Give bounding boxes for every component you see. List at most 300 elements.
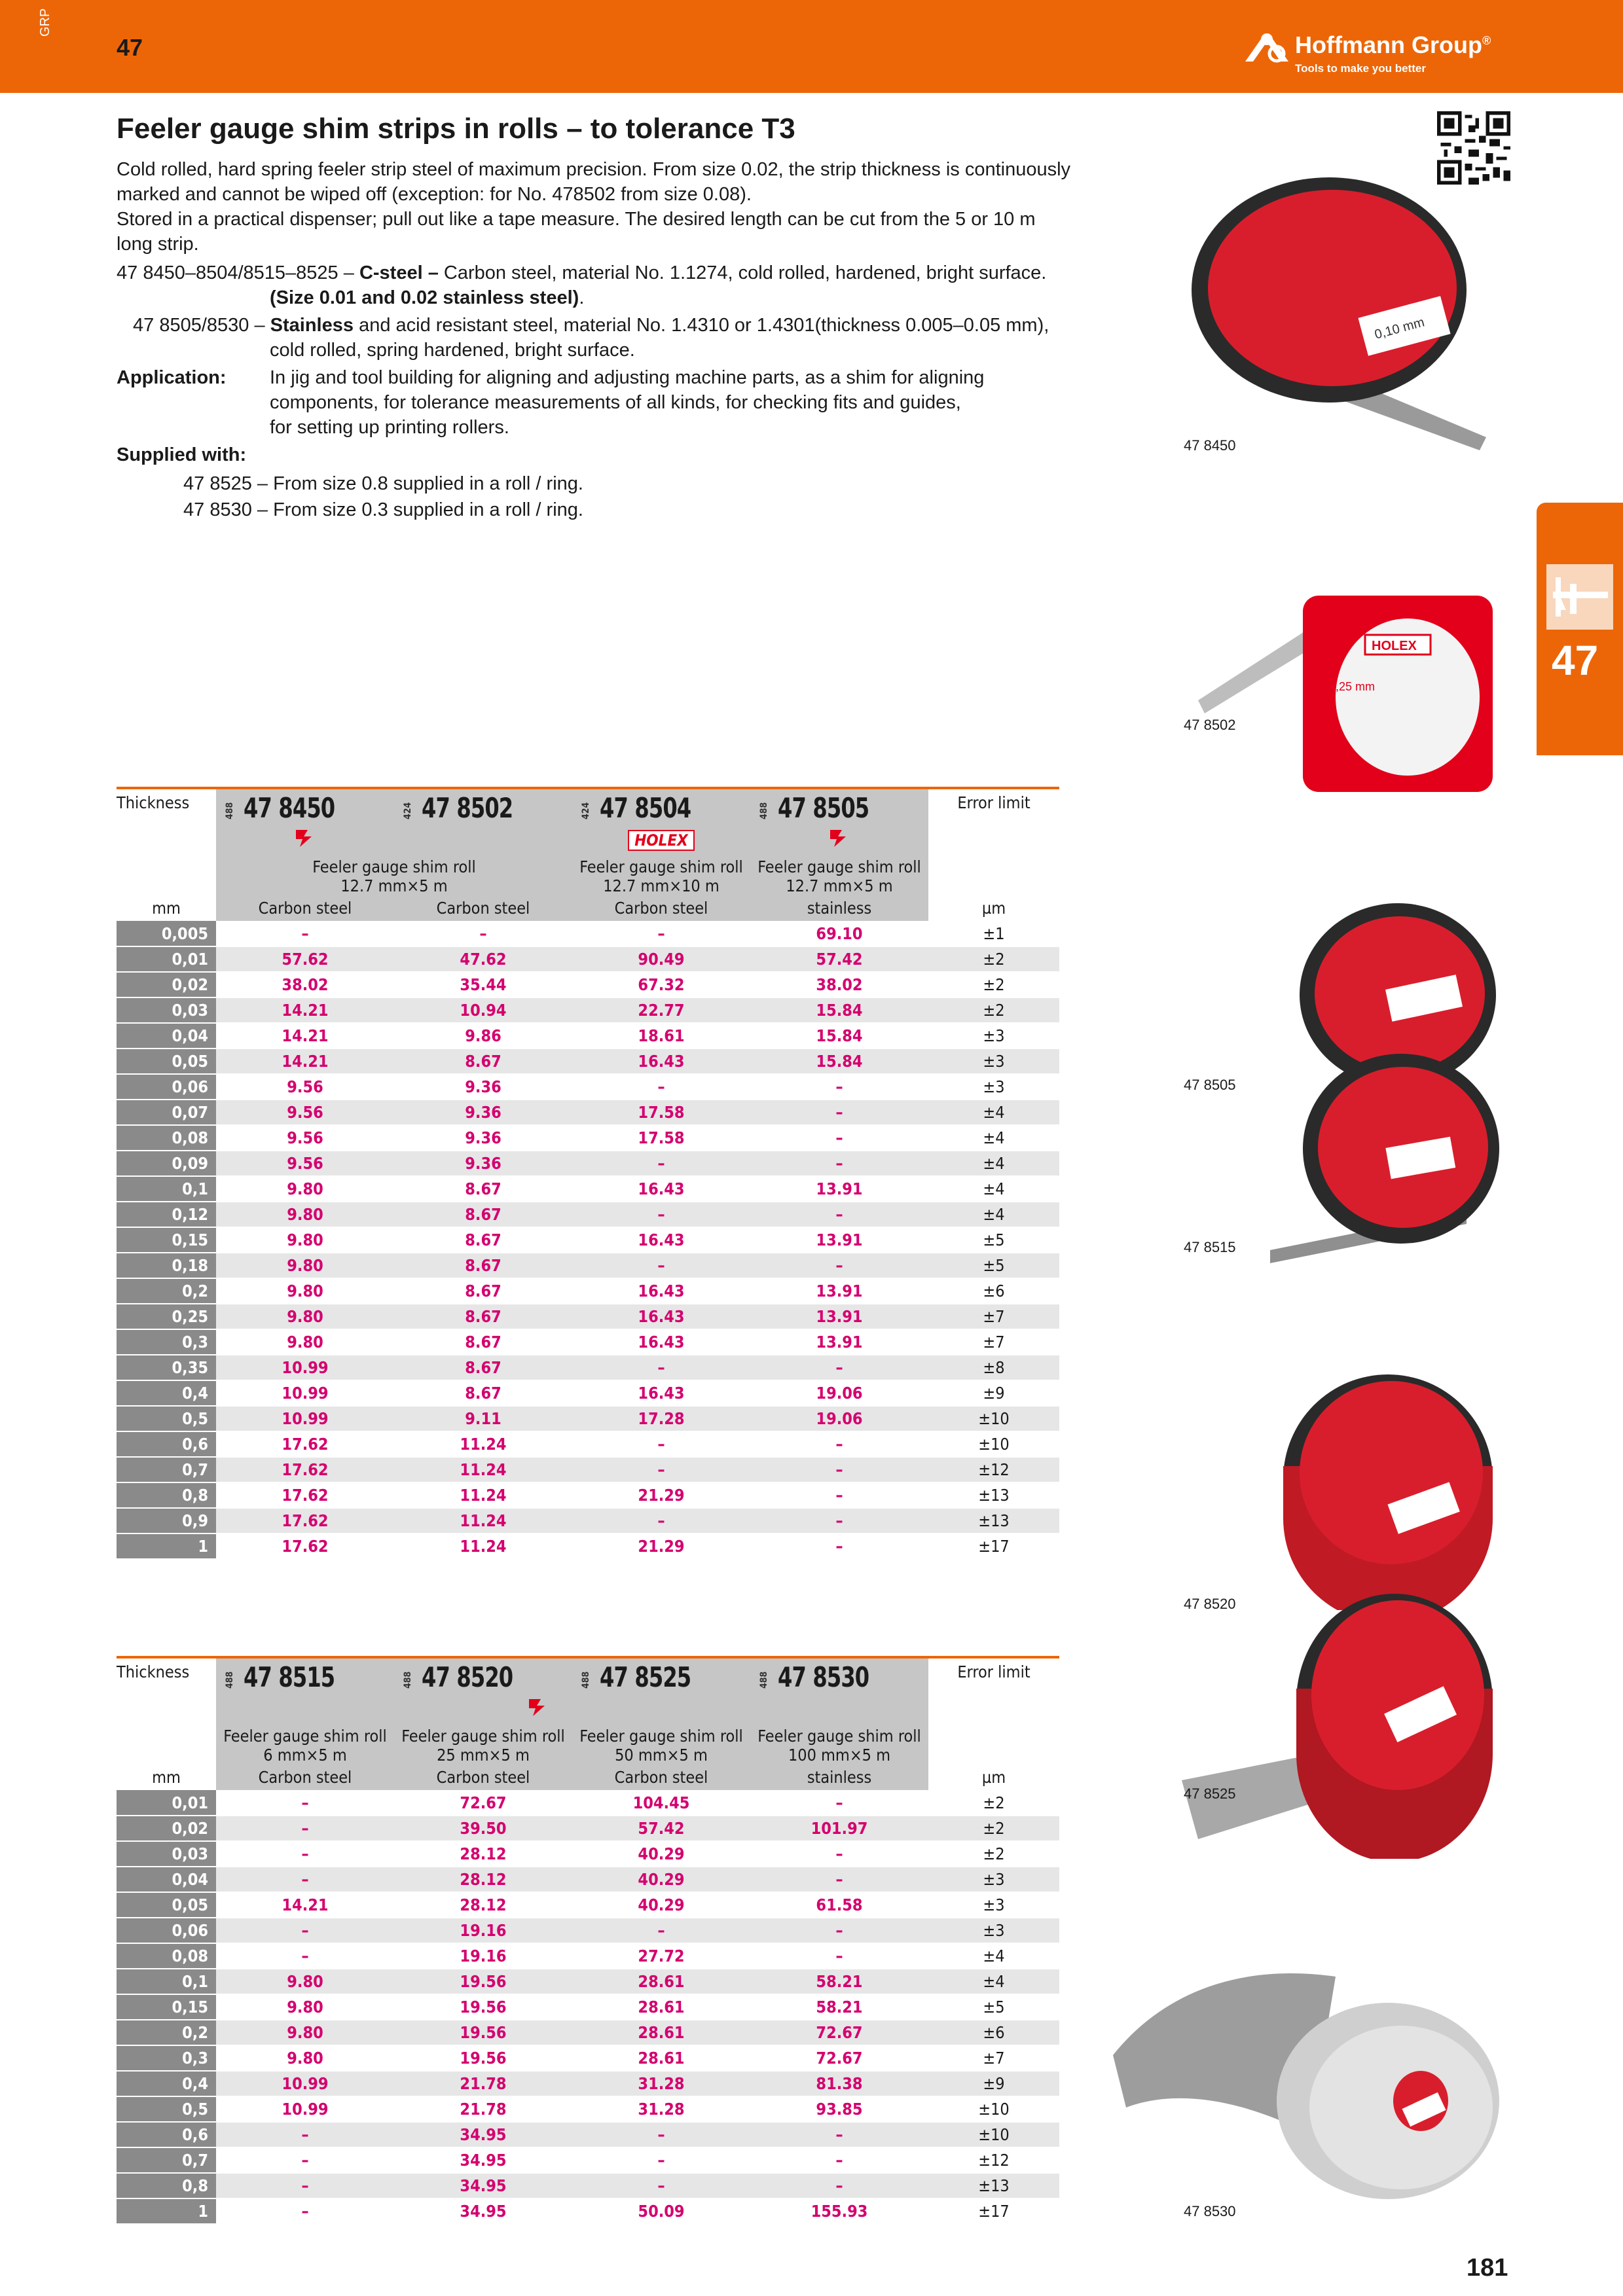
label-thickness: 0,10 mm bbox=[1373, 315, 1427, 342]
price-cell: 16.43 bbox=[572, 1227, 750, 1253]
description-size: 12.7 mm×5 m bbox=[786, 876, 893, 895]
price-cell: 9.56 bbox=[216, 1125, 394, 1151]
price-cell: – bbox=[572, 1431, 750, 1457]
price-cell: 72.67 bbox=[750, 2020, 928, 2045]
price-cell: 8.67 bbox=[394, 1227, 572, 1253]
price-cell: – bbox=[572, 1457, 750, 1482]
thickness-cell: 0,01 bbox=[117, 946, 216, 972]
price-cell: – bbox=[750, 1918, 928, 1943]
product-image-8450 bbox=[1165, 175, 1493, 457]
article-number: 47 8525 bbox=[600, 1660, 691, 1693]
product-label-8502: 47 8502 bbox=[1184, 717, 1236, 733]
product-image-8520 bbox=[1257, 1361, 1506, 1610]
csteel-tail: . bbox=[579, 287, 585, 308]
price-cell: – bbox=[572, 1202, 750, 1227]
thickness-cell: 0,05 bbox=[117, 1049, 216, 1074]
error-limit-cell: ±12 bbox=[928, 1457, 1059, 1482]
article-code: 488 bbox=[581, 1671, 591, 1689]
table-row bbox=[117, 2071, 1059, 2096]
price-cell: 15.84 bbox=[750, 997, 928, 1023]
price-cell: 104.45 bbox=[572, 1790, 750, 1816]
error-limit-cell: ±10 bbox=[928, 2122, 1059, 2147]
description-name: Feeler gauge shim roll bbox=[312, 857, 476, 876]
price-cell: – bbox=[216, 1790, 394, 1816]
price-cell: 17.62 bbox=[216, 1508, 394, 1534]
table-row bbox=[117, 1329, 1059, 1355]
price-cell: 28.12 bbox=[394, 1841, 572, 1867]
thickness-cell: 1 bbox=[117, 2198, 216, 2224]
article-header[interactable] bbox=[394, 788, 572, 826]
price-cell: – bbox=[750, 1841, 928, 1867]
error-limit-cell: ±9 bbox=[928, 1380, 1059, 1406]
thickness-cell: 0,02 bbox=[117, 972, 216, 997]
error-limit-cell: ±2 bbox=[928, 946, 1059, 972]
article-code: 488 bbox=[759, 802, 769, 819]
intro-line-1: Cold rolled, hard spring feeler strip steel of maximum precision. From size 0.02, the strip thickness is continuously bbox=[117, 159, 1071, 180]
price-cell: 17.62 bbox=[216, 1431, 394, 1457]
article-header[interactable] bbox=[572, 1657, 750, 1695]
price-cell: – bbox=[216, 1918, 394, 1943]
csteel-bold: C-steel – bbox=[359, 262, 439, 283]
price-cell: 61.58 bbox=[750, 1892, 928, 1918]
description-name: Feeler gauge shim roll bbox=[579, 1727, 743, 1746]
price-cell: – bbox=[750, 2173, 928, 2198]
table-row bbox=[117, 2045, 1059, 2071]
product-label-8530: 47 8530 bbox=[1184, 2203, 1236, 2219]
price-cell: 9.86 bbox=[394, 1023, 572, 1049]
price-cell: – bbox=[750, 1482, 928, 1508]
price-cell: 58.21 bbox=[750, 1969, 928, 1994]
error-limit-cell: ±17 bbox=[928, 2198, 1059, 2224]
product-image-8530 bbox=[1113, 1937, 1506, 2212]
price-cell: 8.67 bbox=[394, 1380, 572, 1406]
error-limit-header: Error limit bbox=[928, 788, 1059, 826]
price-cell: – bbox=[750, 1253, 928, 1278]
error-limit-cell: ±1 bbox=[928, 921, 1059, 946]
price-cell: 57.42 bbox=[750, 946, 928, 972]
thickness-cell: 0,01 bbox=[117, 1790, 216, 1816]
thickness-cell: 0,03 bbox=[117, 1841, 216, 1867]
price-cell: 11.24 bbox=[394, 1534, 572, 1559]
article-header[interactable] bbox=[216, 1657, 394, 1695]
error-limit-cell: ±3 bbox=[928, 1892, 1059, 1918]
intro-line-4: long strip. bbox=[117, 234, 199, 255]
thickness-cell: 0,09 bbox=[117, 1151, 216, 1176]
price-cell: 13.91 bbox=[750, 1176, 928, 1202]
price-cell: 8.67 bbox=[394, 1355, 572, 1380]
thickness-cell: 0,2 bbox=[117, 1278, 216, 1304]
table-row bbox=[117, 1278, 1059, 1304]
price-cell: 17.58 bbox=[572, 1125, 750, 1151]
table-row bbox=[117, 1100, 1059, 1125]
thickness-cell: 0,15 bbox=[117, 1994, 216, 2020]
error-limit-cell: ±2 bbox=[928, 1790, 1059, 1816]
price-cell: 38.02 bbox=[750, 972, 928, 997]
price-cell: 8.67 bbox=[394, 1304, 572, 1329]
price-cell: 57.42 bbox=[572, 1816, 750, 1841]
price-cell: 18.61 bbox=[572, 1023, 750, 1049]
stainless-bold: Stainless bbox=[270, 315, 354, 336]
application-line-2: components, for tolerance measurements of all kinds, for checking fits and guides, bbox=[270, 392, 961, 413]
price-cell: 11.24 bbox=[394, 1457, 572, 1482]
price-cell: 10.94 bbox=[394, 997, 572, 1023]
description-name: Feeler gauge shim roll bbox=[579, 857, 743, 876]
price-cell: 8.67 bbox=[394, 1202, 572, 1227]
price-cell: 13.91 bbox=[750, 1329, 928, 1355]
intro-line-3: Stored in a practical dispenser; pull out like a tape measure. The desired length can be cut from the 5 or 10 m bbox=[117, 209, 1036, 230]
price-cell: 9.36 bbox=[394, 1151, 572, 1176]
brand-cell bbox=[572, 826, 750, 855]
price-cell: – bbox=[216, 2173, 394, 2198]
price-cell: 10.99 bbox=[216, 2071, 394, 2096]
thickness-cell: 0,15 bbox=[117, 1227, 216, 1253]
price-cell: – bbox=[750, 1125, 928, 1151]
thickness-cell: 0,07 bbox=[117, 1100, 216, 1125]
article-header[interactable] bbox=[394, 1657, 572, 1695]
table-row bbox=[117, 1253, 1059, 1278]
price-cell: – bbox=[394, 921, 572, 946]
article-number: 47 8505 bbox=[778, 791, 869, 824]
supplied-item-1 bbox=[183, 471, 583, 496]
table-row bbox=[117, 1892, 1059, 1918]
description-cell bbox=[750, 855, 928, 895]
price-cell: 16.43 bbox=[572, 1278, 750, 1304]
product-label-8505: 47 8505 bbox=[1184, 1077, 1236, 1093]
brand-cell bbox=[216, 826, 394, 855]
price-cell: 28.12 bbox=[394, 1892, 572, 1918]
table-row bbox=[117, 1176, 1059, 1202]
chapter-number: 47 bbox=[117, 34, 143, 61]
description-size: 50 mm×5 m bbox=[615, 1746, 708, 1765]
table-row bbox=[117, 1406, 1059, 1431]
price-cell: 8.67 bbox=[394, 1329, 572, 1355]
price-cell: 57.62 bbox=[216, 946, 394, 972]
thickness-cell: 0,1 bbox=[117, 1176, 216, 1202]
table-row bbox=[117, 972, 1059, 997]
price-cell: 15.84 bbox=[750, 1049, 928, 1074]
price-cell: 9.80 bbox=[216, 1202, 394, 1227]
article-header[interactable] bbox=[750, 788, 928, 826]
error-limit-cell: ±4 bbox=[928, 1176, 1059, 1202]
price-cell: – bbox=[572, 2147, 750, 2173]
thickness-cell: 0,05 bbox=[117, 1892, 216, 1918]
material-cell: Carbon steel bbox=[572, 895, 750, 921]
description-cell bbox=[750, 1724, 928, 1765]
price-cell: – bbox=[572, 2122, 750, 2147]
article-code: 424 bbox=[403, 802, 413, 819]
price-cell: 19.56 bbox=[394, 1969, 572, 1994]
price-cell: 8.67 bbox=[394, 1278, 572, 1304]
supplied-label: Supplied with: bbox=[117, 444, 247, 465]
application-line-1: In jig and tool building for aligning and adjusting machine parts, as a shim for aligning bbox=[270, 367, 985, 388]
csteel-text: Carbon steel, material No. 1.1274, cold rolled, hardened, bright surface. bbox=[443, 262, 1047, 283]
error-limit-cell: ±9 bbox=[928, 2071, 1059, 2096]
price-cell: 11.24 bbox=[394, 1508, 572, 1534]
error-limit-cell: ±6 bbox=[928, 2020, 1059, 2045]
thickness-cell: 0,35 bbox=[117, 1355, 216, 1380]
price-cell: 17.62 bbox=[216, 1534, 394, 1559]
description-size: 6 mm×5 m bbox=[263, 1746, 347, 1765]
error-limit-cell: ±2 bbox=[928, 1816, 1059, 1841]
article-number: 47 8520 bbox=[422, 1660, 513, 1693]
error-limit-cell: ±3 bbox=[928, 1867, 1059, 1892]
hoffmann-brand-icon bbox=[826, 827, 852, 850]
chapter-tab-number: 47 bbox=[1552, 637, 1599, 684]
price-cell: 50.09 bbox=[572, 2198, 750, 2224]
error-limit-cell: ±5 bbox=[928, 1994, 1059, 2020]
price-cell: 16.43 bbox=[572, 1380, 750, 1406]
price-cell: 16.43 bbox=[572, 1049, 750, 1074]
price-cell: 9.36 bbox=[394, 1074, 572, 1100]
product-label-8520: 47 8520 bbox=[1184, 1596, 1236, 1612]
price-cell: 40.29 bbox=[572, 1867, 750, 1892]
error-limit-cell: ±17 bbox=[928, 1534, 1059, 1559]
thickness-cell: 0,8 bbox=[117, 2173, 216, 2198]
price-cell: 8.67 bbox=[394, 1049, 572, 1074]
description-name: Feeler gauge shim roll bbox=[757, 1727, 921, 1746]
product-label-8515: 47 8515 bbox=[1184, 1239, 1236, 1255]
table-row bbox=[117, 2020, 1059, 2045]
table-row bbox=[117, 1867, 1059, 1892]
price-cell: 40.29 bbox=[572, 1892, 750, 1918]
stainless-text: and acid resistant steel, material No. 1.4310 or 1.4301(thickness 0.005–0.05 mm), bbox=[359, 315, 1049, 336]
price-cell: 17.28 bbox=[572, 1406, 750, 1431]
brand-name: Hoffmann Group® bbox=[1295, 31, 1491, 58]
error-limit-cell: ±7 bbox=[928, 1329, 1059, 1355]
price-cell: 10.99 bbox=[216, 1406, 394, 1431]
brand-logo[interactable] bbox=[1244, 26, 1506, 79]
thickness-cell: 0,6 bbox=[117, 2122, 216, 2147]
csteel-line bbox=[117, 260, 1046, 285]
price-cell: 58.21 bbox=[750, 1994, 928, 2020]
price-cell: 16.43 bbox=[572, 1304, 750, 1329]
price-cell: 27.72 bbox=[572, 1943, 750, 1969]
table-row bbox=[117, 1304, 1059, 1329]
price-cell: 21.78 bbox=[394, 2071, 572, 2096]
price-cell: 9.80 bbox=[216, 1304, 394, 1329]
article-header[interactable] bbox=[750, 1657, 928, 1695]
error-limit-cell: ±13 bbox=[928, 1482, 1059, 1508]
price-cell: 9.80 bbox=[216, 1176, 394, 1202]
error-limit-cell: ±4 bbox=[928, 1969, 1059, 1994]
price-cell: – bbox=[750, 1100, 928, 1125]
product-label-8525: 47 8525 bbox=[1184, 1785, 1236, 1802]
material-cell: stainless bbox=[750, 895, 928, 921]
error-limit-cell: ±3 bbox=[928, 1918, 1059, 1943]
hoffmann-brand-icon bbox=[525, 1696, 551, 1719]
price-cell: 9.80 bbox=[216, 1994, 394, 2020]
price-cell: 101.97 bbox=[750, 1816, 928, 1841]
table-row bbox=[117, 1049, 1059, 1074]
thickness-cell: 0,25 bbox=[117, 1304, 216, 1329]
price-cell: 11.24 bbox=[394, 1431, 572, 1457]
page-number: 181 bbox=[1467, 2254, 1508, 2282]
thickness-cell: 0,3 bbox=[117, 2045, 216, 2071]
table-row bbox=[117, 1534, 1059, 1559]
price-cell: – bbox=[216, 1943, 394, 1969]
article-header[interactable] bbox=[572, 788, 750, 826]
price-cell: 69.10 bbox=[750, 921, 928, 946]
article-header[interactable] bbox=[216, 788, 394, 826]
article-code: 488 bbox=[759, 1671, 769, 1689]
description-size: 12.7 mm×5 m bbox=[340, 876, 448, 895]
description-size: 25 mm×5 m bbox=[437, 1746, 530, 1765]
price-cell: – bbox=[572, 2173, 750, 2198]
price-cell: 47.62 bbox=[394, 946, 572, 972]
table-row bbox=[117, 1482, 1059, 1508]
description-name: Feeler gauge shim roll bbox=[401, 1727, 565, 1746]
description-name: Feeler gauge shim roll bbox=[223, 1727, 387, 1746]
price-cell: 17.62 bbox=[216, 1482, 394, 1508]
qr-code-icon[interactable] bbox=[1437, 111, 1510, 185]
price-cell: – bbox=[216, 1867, 394, 1892]
price-cell: – bbox=[750, 1151, 928, 1176]
unit-um: µm bbox=[981, 899, 1006, 918]
thickness-cell: 0,08 bbox=[117, 1943, 216, 1969]
error-limit-cell: ±3 bbox=[928, 1023, 1059, 1049]
price-cell: 28.61 bbox=[572, 2020, 750, 2045]
price-cell: 34.95 bbox=[394, 2122, 572, 2147]
price-cell: 11.24 bbox=[394, 1482, 572, 1508]
price-cell: 19.56 bbox=[394, 2045, 572, 2071]
price-cell: 34.95 bbox=[394, 2198, 572, 2224]
price-cell: – bbox=[216, 1841, 394, 1867]
thickness-cell: 0,5 bbox=[117, 2096, 216, 2122]
price-cell: 9.80 bbox=[216, 1329, 394, 1355]
price-cell: – bbox=[572, 921, 750, 946]
thickness-cell: 1 bbox=[117, 1534, 216, 1559]
csteel-prefix: 47 8450–8504/8515–8525 – bbox=[117, 262, 354, 283]
unit-mm: mm bbox=[152, 899, 181, 918]
holex-brand-logo: HOLEX bbox=[628, 830, 695, 851]
thickness-cell: 0,6 bbox=[117, 1431, 216, 1457]
price-cell: 19.56 bbox=[394, 1994, 572, 2020]
description-cell bbox=[216, 1724, 394, 1765]
description-cell bbox=[572, 855, 750, 895]
brand-tagline: Tools to make you better bbox=[1295, 62, 1426, 75]
page-title: Feeler gauge shim strips in rolls – to tolerance T3 bbox=[117, 113, 795, 145]
price-cell: – bbox=[572, 1508, 750, 1534]
price-cell: – bbox=[750, 1202, 928, 1227]
table-row bbox=[117, 2198, 1059, 2224]
table-row bbox=[117, 2096, 1059, 2122]
price-cell: 9.36 bbox=[394, 1100, 572, 1125]
price-cell: – bbox=[750, 2122, 928, 2147]
article-code: 424 bbox=[581, 802, 591, 819]
price-cell: 34.95 bbox=[394, 2173, 572, 2198]
table-row bbox=[117, 1918, 1059, 1943]
description-cell bbox=[216, 855, 572, 895]
thickness-cell: 0,5 bbox=[117, 1406, 216, 1431]
error-limit-cell: ±4 bbox=[928, 1100, 1059, 1125]
price-cell: 9.80 bbox=[216, 2020, 394, 2045]
price-cell: 8.67 bbox=[394, 1176, 572, 1202]
table-row bbox=[117, 1355, 1059, 1380]
price-cell: 28.12 bbox=[394, 1867, 572, 1892]
price-cell: – bbox=[750, 1508, 928, 1534]
supplied-text: From size 0.3 supplied in a roll / ring. bbox=[273, 499, 583, 520]
price-cell: – bbox=[750, 1534, 928, 1559]
price-cell: 72.67 bbox=[750, 2045, 928, 2071]
csteel-bold2: (Size 0.01 and 0.02 stainless steel) bbox=[270, 287, 579, 308]
thickness-cell: 0,3 bbox=[117, 1329, 216, 1355]
price-cell: 10.99 bbox=[216, 2096, 394, 2122]
price-cell: 14.21 bbox=[216, 1023, 394, 1049]
error-limit-cell: ±4 bbox=[928, 1202, 1059, 1227]
price-cell: 9.80 bbox=[216, 2045, 394, 2071]
price-cell: 28.61 bbox=[572, 1994, 750, 2020]
article-number: 47 8502 bbox=[422, 791, 513, 824]
application-label: Application: bbox=[117, 367, 227, 388]
price-cell: 9.11 bbox=[394, 1406, 572, 1431]
price-cell: 19.16 bbox=[394, 1943, 572, 1969]
price-cell: 17.58 bbox=[572, 1100, 750, 1125]
price-cell: – bbox=[572, 1253, 750, 1278]
price-cell: 10.99 bbox=[216, 1355, 394, 1380]
price-cell: – bbox=[216, 921, 394, 946]
price-cell: – bbox=[750, 1867, 928, 1892]
table-row bbox=[117, 1125, 1059, 1151]
spec-table-1 bbox=[117, 787, 1059, 1560]
table-row bbox=[117, 1227, 1059, 1253]
supplied-prefix: 47 8530 – bbox=[183, 499, 268, 520]
spec-table-1-body bbox=[117, 921, 1059, 1559]
description-size: 12.7 mm×10 m bbox=[603, 876, 720, 895]
price-cell: 13.91 bbox=[750, 1304, 928, 1329]
article-number: 47 8450 bbox=[244, 791, 335, 824]
price-cell: 8.67 bbox=[394, 1253, 572, 1278]
spec-table-2-body bbox=[117, 1790, 1059, 2224]
error-limit-cell: ±5 bbox=[928, 1253, 1059, 1278]
thickness-cell: 0,9 bbox=[117, 1508, 216, 1534]
spec-table-2 bbox=[117, 1656, 1059, 2225]
price-cell: – bbox=[216, 2147, 394, 2173]
price-cell: 9.80 bbox=[216, 1278, 394, 1304]
price-cell: 28.61 bbox=[572, 1969, 750, 1994]
price-cell: 14.21 bbox=[216, 1049, 394, 1074]
error-limit-cell: ±3 bbox=[928, 1074, 1059, 1100]
price-cell: 10.99 bbox=[216, 1380, 394, 1406]
table-row bbox=[117, 2173, 1059, 2198]
table-row bbox=[117, 1969, 1059, 1994]
thickness-cell: 0,12 bbox=[117, 1202, 216, 1227]
price-cell: 72.67 bbox=[394, 1790, 572, 1816]
price-cell: 13.91 bbox=[750, 1278, 928, 1304]
table-row bbox=[117, 997, 1059, 1023]
table-row bbox=[117, 1994, 1059, 2020]
price-cell: 90.49 bbox=[572, 946, 750, 972]
product-image-8515 bbox=[1270, 1047, 1506, 1270]
error-limit-cell: ±10 bbox=[928, 2096, 1059, 2122]
price-cell: – bbox=[572, 1151, 750, 1176]
table-row bbox=[117, 1508, 1059, 1534]
price-cell: 31.28 bbox=[572, 2071, 750, 2096]
application-line-3: for setting up printing rollers. bbox=[270, 417, 509, 438]
price-cell: 155.93 bbox=[750, 2198, 928, 2224]
material-cell: Carbon steel bbox=[572, 1765, 750, 1790]
table-row bbox=[117, 946, 1059, 972]
product-image-8502 bbox=[1192, 583, 1506, 798]
thickness-cell: 0,08 bbox=[117, 1125, 216, 1151]
price-cell: 34.95 bbox=[394, 2147, 572, 2173]
table-row bbox=[117, 1841, 1059, 1867]
price-cell: 19.56 bbox=[394, 2020, 572, 2045]
hoffmann-logo-icon bbox=[1244, 30, 1290, 63]
price-cell: – bbox=[572, 1074, 750, 1100]
thickness-cell: 0,4 bbox=[117, 1380, 216, 1406]
holex-label: HOLEX bbox=[1372, 639, 1417, 653]
error-limit-cell: ±6 bbox=[928, 1278, 1059, 1304]
